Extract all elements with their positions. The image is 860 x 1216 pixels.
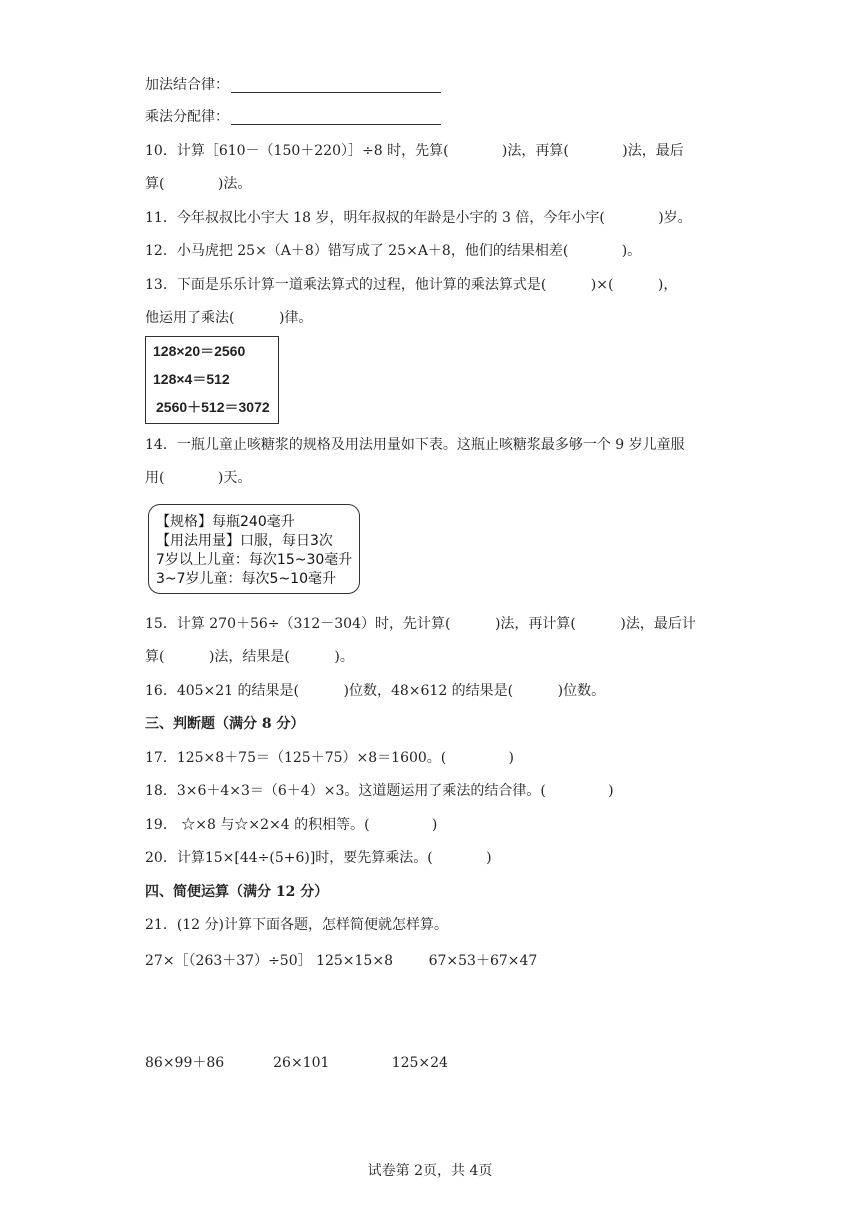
question-14-line-2: 用( )天。 [145, 470, 252, 486]
section-4-heading: 四、简便运算（满分 12 分） [145, 884, 329, 900]
question-12: 12．小马虎把 25×（A＋8）错写成了 25×A＋8，他们的结果相差( )。 [145, 243, 642, 259]
question-20: 20．计算15×[44÷(5+6)]时，要先算乘法。( ) [145, 850, 492, 866]
page-footer: 试卷第 2页，共 4页 [367, 1163, 493, 1179]
question-16: 16．405×21 的结果是( )位数，48×612 的结果是( )位数。 [145, 683, 606, 699]
medicine-dose-over-7: 7岁以上儿童：每次15~30毫升 [156, 552, 353, 568]
medicine-dose-3-to-7: 3~7岁儿童：每次5~10毫升 [156, 571, 336, 587]
add-associative-law-line [145, 75, 441, 95]
medicine-usage: 【用法用量】口服，每日3次 [156, 533, 333, 549]
question-17: 17．125×8＋75＝（125＋75）×8＝1600。( ) [145, 750, 515, 766]
calc-line-3: 2560＋512＝3072 [156, 399, 270, 415]
question-13-line-2: 他运用了乘法( )律。 [145, 310, 313, 326]
question-13-line-1: 13．下面是乐乐计算一道乘法算式的过程，他计算的乘法算式是( )×( )， [145, 277, 678, 293]
question-15-line-2: 算( )法，结果是( )。 [145, 649, 354, 665]
calc-row-2: 86×99＋86 26×101 125×24 [145, 1055, 448, 1071]
mul-distributive-law-line [145, 107, 441, 127]
mul-distributive-law-label: 乘法分配律： [145, 109, 229, 125]
calc-line-1: 128×20＝2560 [153, 343, 246, 359]
calculation-process-box [145, 336, 279, 424]
question-14-line-1: 14．一瓶儿童止咳糖浆的规格及用法用量如下表。这瓶止咳糖浆最多够一个 9 岁儿童服 [145, 437, 685, 453]
add-associative-law-label: 加法结合律： [145, 77, 229, 93]
question-10-line-1: 10．计算［610－（150＋220）］÷8 时，先算( )法，再算( )法，最后 [145, 143, 684, 159]
section-3-heading: 三、判断题（满分 8 分） [145, 716, 305, 732]
question-18: 18．3×6＋4×3＝（6＋4）×3。这道题运用了乘法的结合律。( ) [145, 783, 614, 799]
answer-blank[interactable] [231, 78, 441, 93]
question-21: 21．(12 分)计算下面各题，怎样简便就怎样算。 [145, 917, 449, 933]
calc-row-1: 27×［（263＋37）÷50］ 125×15×8 67×53＋67×47 [145, 953, 538, 969]
medicine-label-box [148, 504, 360, 594]
question-15-line-1: 15．计算 270＋56÷（312－304）时，先计算( )法，再计算( )法，最后计 [145, 616, 696, 632]
question-11: 11．今年叔叔比小宇大 18 岁，明年叔叔的年龄是小宇的 3 倍，今年小宇( )岁。 [145, 210, 692, 226]
question-19: 19． ☆×8 与☆×2×4 的积相等。( ) [145, 817, 438, 833]
answer-blank[interactable] [231, 110, 441, 125]
calc-line-2: 128×4＝512 [153, 371, 230, 387]
medicine-spec: 【规格】每瓶240毫升 [156, 514, 295, 530]
question-10-line-2: 算( )法。 [145, 176, 252, 192]
